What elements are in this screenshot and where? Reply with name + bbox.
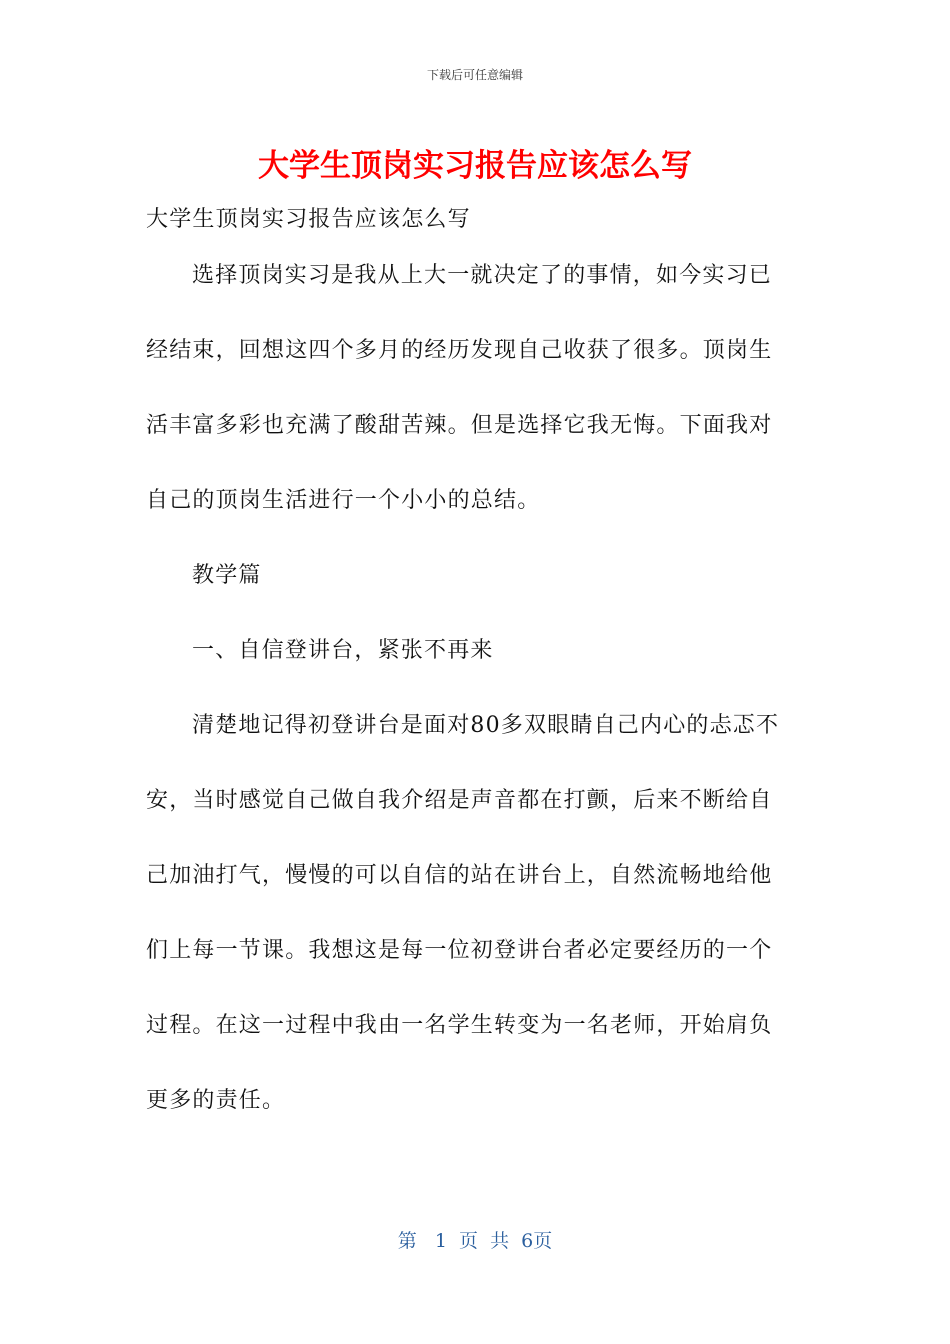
paragraph-line: 己加油打气，慢慢的可以自信的站在讲台上，自然流畅地给他 (146, 863, 773, 888)
subtitle-line: 大学生顶岗实习报告应该怎么写 (146, 207, 471, 232)
paragraph-line: 过程。在这一过程中我由一名学生转变为一名老师，开始肩负 (146, 1013, 773, 1038)
document-body (146, 203, 806, 1159)
paragraph-line: 自己的顶岗生活进行一个小小的总结。 (146, 488, 541, 513)
paragraph-line: 更多的责任。 (146, 1088, 286, 1113)
paragraph-line: 们上每一节课。我想这是每一位初登讲台者必定要经历的一个 (146, 938, 773, 963)
document-title: 大学生顶岗实习报告应该怎么写 (258, 148, 692, 184)
paragraph-line: 安，当时感觉自己做自我介绍是声音都在打颤，后来不断给自 (146, 788, 773, 813)
subsection-heading: 一、自信登讲台，紧张不再来 (192, 638, 494, 663)
paragraph-line: 经结束，回想这四个多月的经历发现自己收获了很多。顶岗生 (146, 338, 773, 363)
paragraph-line: 活丰富多彩也充满了酸甜苦辣。但是选择它我无悔。下面我对 (146, 413, 773, 438)
paragraph-line: 选择顶岗实习是我从上大一就决定了的事情，如今实习已 (192, 263, 773, 288)
paragraph-line: 清楚地记得初登讲台是面对80多双眼睛自己内心的忐忑不 (192, 713, 780, 738)
section-heading: 教学篇 (192, 563, 262, 588)
header-note: 下载后可任意编辑 (426, 68, 523, 82)
page-number: 第 1 页 共 6页 (397, 1230, 553, 1252)
